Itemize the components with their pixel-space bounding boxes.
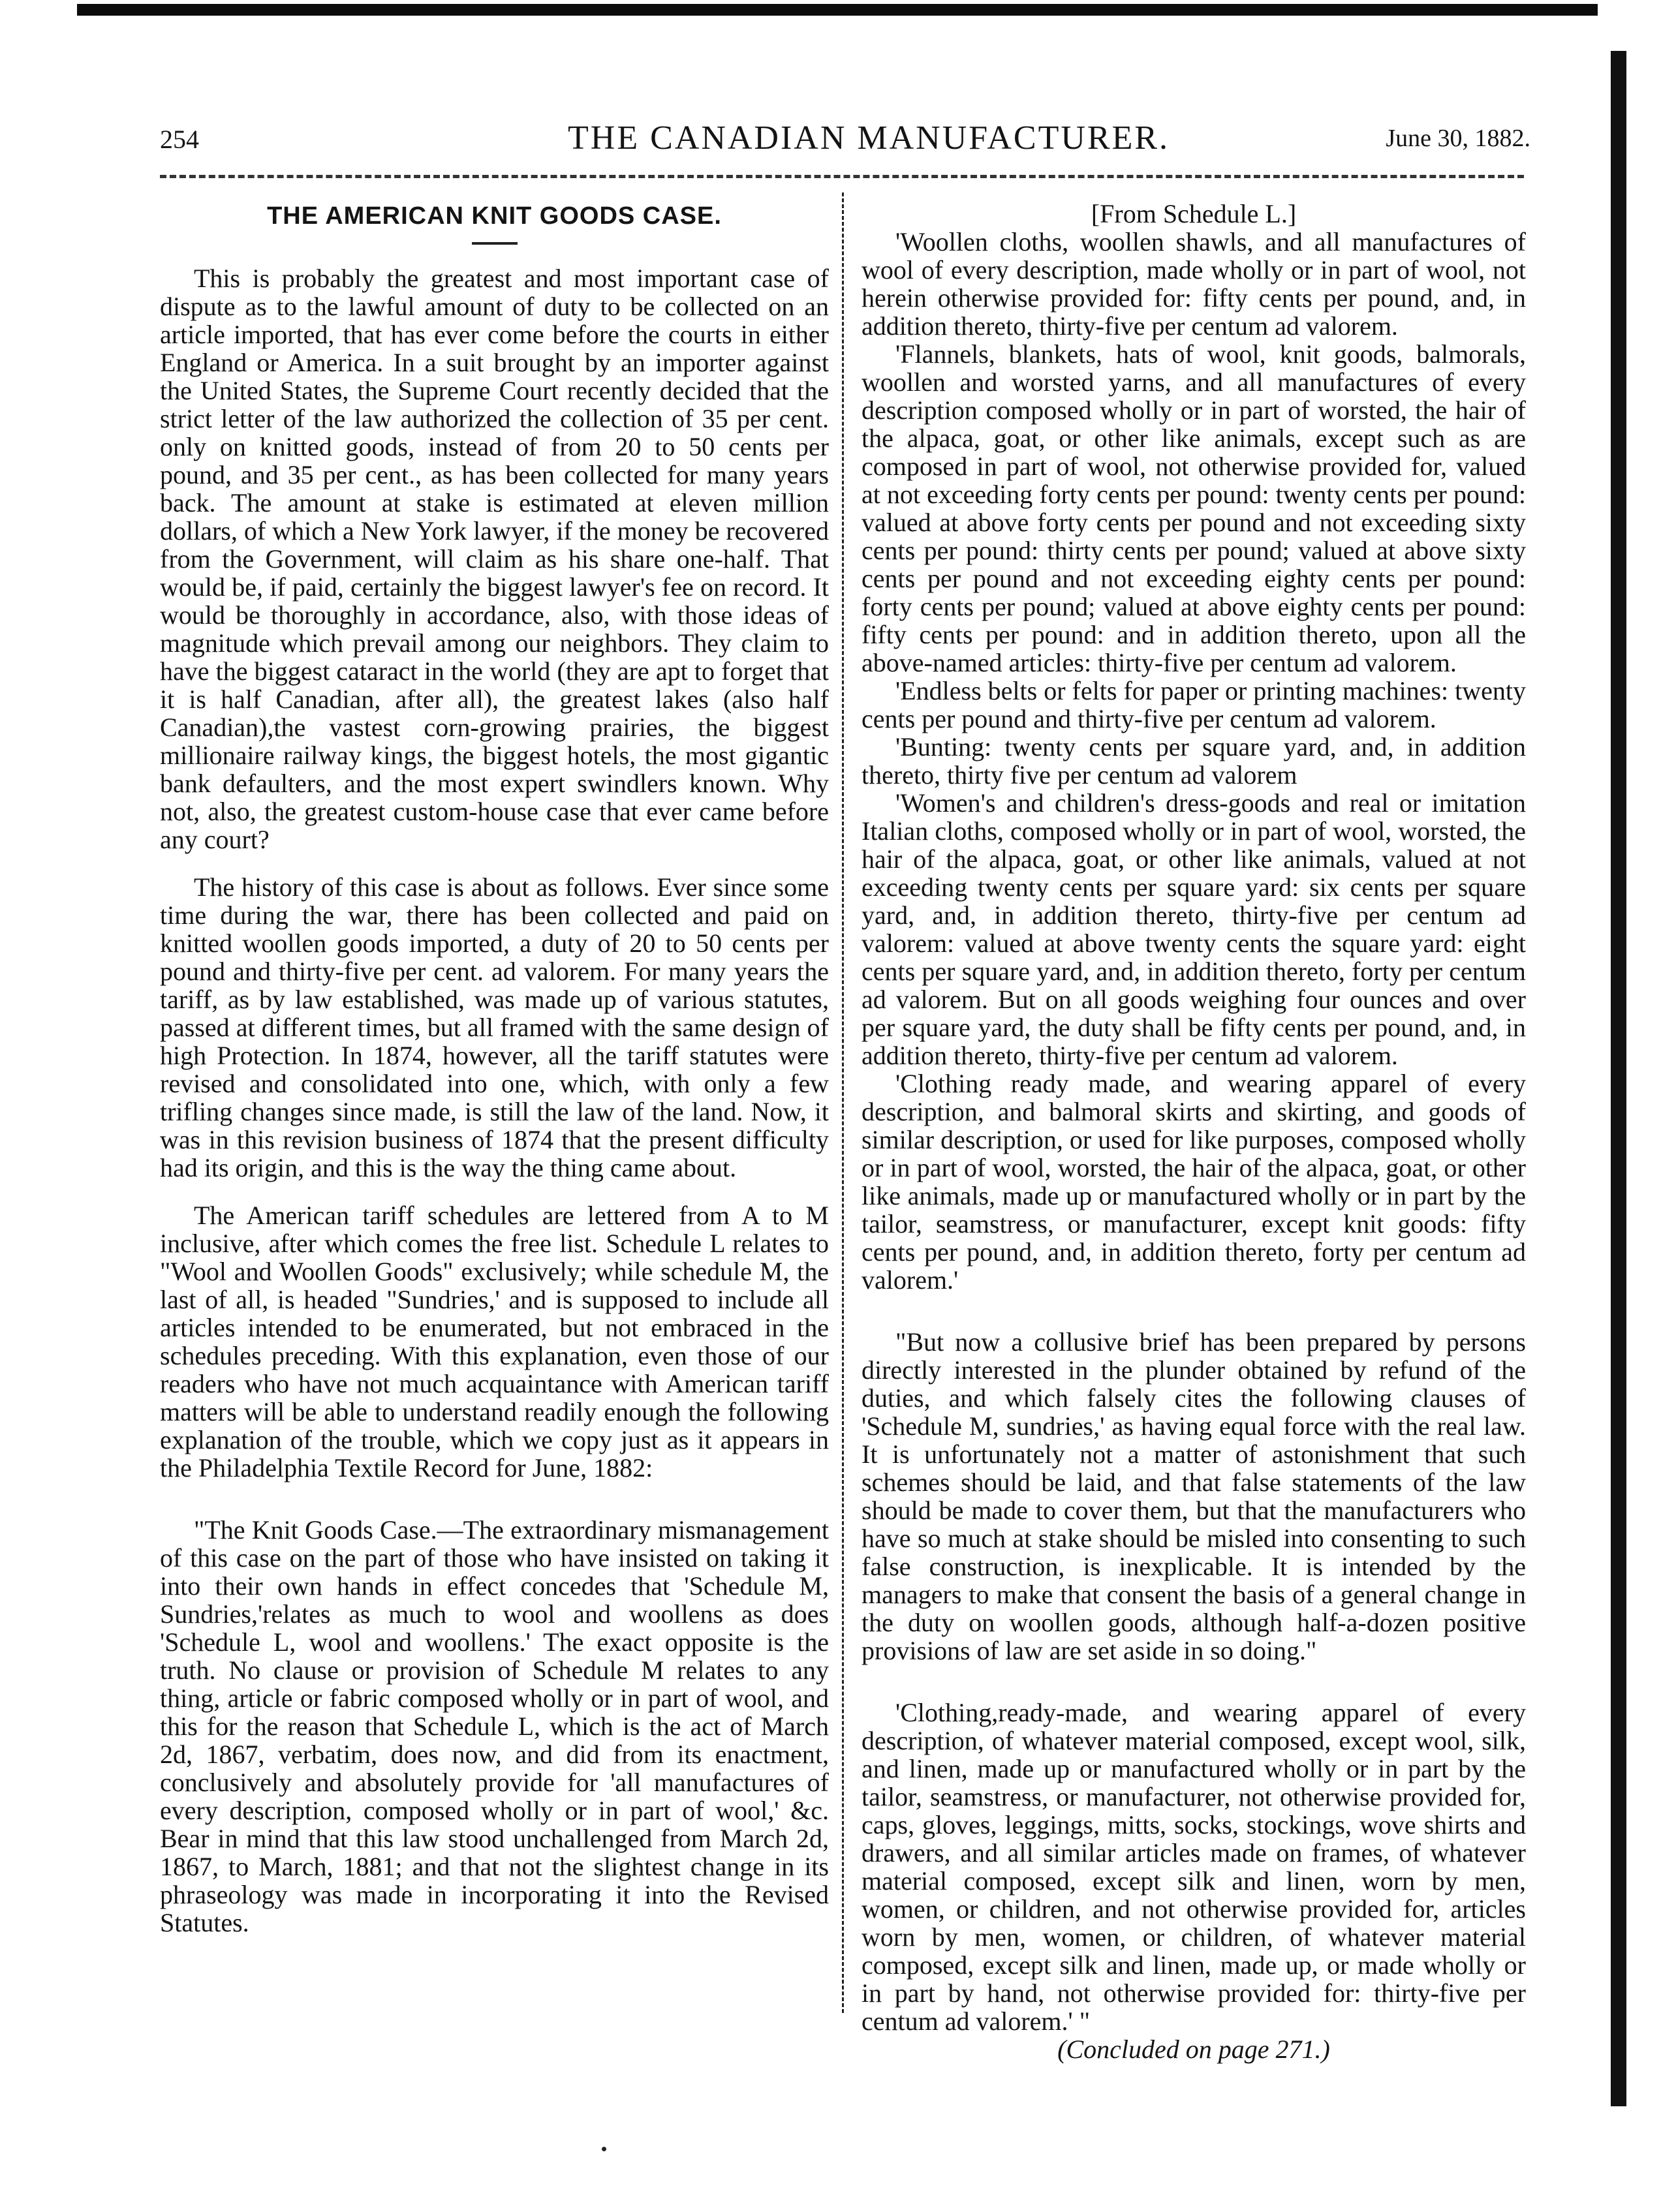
quoted-paragraph: "But now a collusive brief has been prepared by persons directly interested in the plunder obtained by refund of the duties, and which falsely cites the following clauses of 'Schedule M, sundries,' as having equal force with the real law. It is unfortunately not a matter of astonishment that such schemes should be laid, and that false statements of the law should be made to cover them, but that the manufacturers who have so much at stake should be misled into consenting to such false construction, is inexplicable. It is intended by the managers to make that consent the basis of a general change in the duty on woollen goods, although half-a-dozen positive provisions of law are set aside in so doing." [862,1327,1526,1665]
heading-rule [472,242,518,245]
schedule-clause: 'Clothing,ready-made, and wearing apparel of every description, of whatever material composed, except wool, silk, and linen, made up or manufactured wholly or in part by the tailor, seamstress, or manufacturer, not otherwise provided for, caps, gloves, leggings, mitts, socks, stockings, wove shirts and drawers, and all similar articles made on frames, of whatever material composed, except silk and linen, worn by men, women, or children, and not otherwise provided for, articles worn by men, women, or children, of whatever material composed, except silk and linen, made up, or made wholly or in part by hand, not otherwise provided for: thirty-five per centum ad valorem.' " [862,1698,1526,2036]
schedule-clause: 'Clothing ready made, and wearing apparel of every description, and balmoral skirts and skirting, and goods of similar description, or used for like purposes, composed wholly or in part of wool, worsted, the hair of the alpaca, goat, or other like animals, made up or manufactured wholly or in part by the tailor, seamstress, or manufacturer, except knit goods: fifty cents per pound, and, in addition thereto, forty per centum ad valorem.' [862,1069,1526,1295]
header-rule [160,175,1524,178]
article-paragraph: The history of this case is about as follows. Ever since some time during the war, there has been collected and paid on knitted woollen goods imported, a duty of 20 to 50 cents per pound and thirty-five per cent. ad valorem. For many years the tariff, as by law established, was made up of various statutes, passed at different times, but all framed with the same design of high Protection. In 1874, however, all the tariff statutes were revised and consolidated into one, which, with only a few trifling changes since made, is still the law of the land. Now, it was in this revision business of 1874 that the present difficulty had its origin, and this is the way the thing came about. [160,872,829,1182]
page-number: 254 [160,125,199,154]
article-paragraph: This is probably the greatest and most important case of dispute as to the lawful amount of duty to be collected on an article imported, that has ever come before the courts in either England or America. In a suit brought by an importer against the United States, the Supreme Court recently decided that the strict letter of the law authorized the collection of 35 per cent. only on knitted goods, instead of from 20 to 50 cents per pound, and 35 per cent., as has been collected for many years back. The amount at stake is estimated at eleven million dollars, of which a New York lawyer, if the money be recovered from the Government, will claim as his share one-half. That would be, if paid, certainly the biggest lawyer's fee on record. It would be thoroughly in accordance, also, with those ideas of magnitude which prevail among our neighbors. They claim to have the biggest cataract in the world (they are apt to forget that it is half Canadian, after all), the greatest lakes (also half Canadian),the vastest corn-growing prairies, the biggest millionaire railway kings, the biggest hotels, the most gigantic bank defaulters, and the most expert swindlers known. Why not, also, the greatest custom-house case that ever came before any court? [160,264,829,854]
schedule-clause: 'Bunting: twenty cents per square yard, and, in addition thereto, thirty five per centum ad valorem [862,732,1526,790]
schedule-clause: 'Flannels, blankets, hats of wool, knit goods, balmorals, woollen and worsted yarns, and all manufactures of every description composed wholly or in part of worsted, the hair of the alpaca, goat, or other like animals, except such as are composed in part of wool, not otherwise provided for, valued at not exceeding forty cents per pound: twenty cents per pound: valued at above forty cents per pound and not exceeding sixty cents per pound: thirty cents per pound; valued at above sixty cents per pound and not exceeding eighty cents per pound: forty cents per pound; valued at above eighty cents per pound: fifty cents per pound: and in addition thereto, upon all the above-named articles: thirty-five per centum ad valorem. [862,339,1526,677]
schedule-subheading: [From Schedule L.] [1091,199,1297,228]
article-heading: THE AMERICAN KNIT GOODS CASE. [267,202,722,230]
right-column [862,200,1526,2063]
continuation-note: (Concluded on page 271.) [1057,2035,1330,2064]
schedule-clause: 'Woollen cloths, woollen shawls, and all manufactures of wool of every description, made wholly or in part of wool, not herein otherwise provided for: fifty cents per pound, and, in addition thereto, thirty-five per centum ad valorem. [862,227,1526,341]
column-divider [842,192,844,2013]
issue-date: June 30, 1882. [1386,125,1530,152]
left-column [160,202,829,1937]
top-border-rule [77,4,1598,16]
page-header [160,119,1530,164]
publication-title: THE CANADIAN MANUFACTURER. [568,119,1170,157]
schedule-clause: 'Women's and children's dress-goods and real or imitation Italian cloths, composed wholly or in part of wool, worsted, the hair of the alpaca, goat, or other like animals, valued at not exceeding twenty cents per square yard: six cents per square yard, and, in addition thereto, thirty-five per centum ad valorem: valued at above twenty cents the square yard: eight cents per square yard, and, in addition thereto, forty per centum ad valorem. But on all goods weighing four ounces and over per square yard, the duty shall be fifty cents per pound, and, in addition thereto, thirty-five per centum ad valorem. [862,788,1526,1070]
article-paragraph: The American tariff schedules are lettered from A to M inclusive, after which comes the free list. Schedule L relates to "Wool and Woollen Goods" exclusively; while schedule M, the last of all, is headed "Sundries,' and is supposed to include all articles intended to be enumerated, but not embraced in the schedules preceding. With this explanation, even those of our readers who have not much acquaintance with American tariff matters will be able to understand readily enough the following explanation of the trouble, which we copy just as it appears in the Philadelphia Textile Record for June, 1882: [160,1201,829,1482]
printers-mark [602,2147,606,2151]
scan-edge-bar [1611,51,1626,2106]
schedule-clause: 'Endless belts or felts for paper or printing machines: twenty cents per pound and thirty-five per centum ad valorem. [862,676,1526,733]
quoted-paragraph: "The Knit Goods Case.—The extraordinary mismanagement of this case on the part of those who have insisted on taking it into their own hands in effect concedes that 'Schedule M, Sundries,'relates as much to wool and woollens as does 'Schedule L, wool and woollens.' The exact opposite is the truth. No clause or provision of Schedule M relates to any thing, article or fabric composed wholly or in part of wool, and this for the reason that Schedule L, which is the act of March 2d, 1867, verbatim, does now, and did from its enactment, conclusively and absolutely provide for 'all manufactures of every description, composed wholly or in part of wool,' &c. Bear in mind that this law stood unchallenged from March 2d, 1867, to March, 1881; and that not the slightest change in its phraseology was made in incorporating it into the Revised Statutes. [160,1515,829,1937]
